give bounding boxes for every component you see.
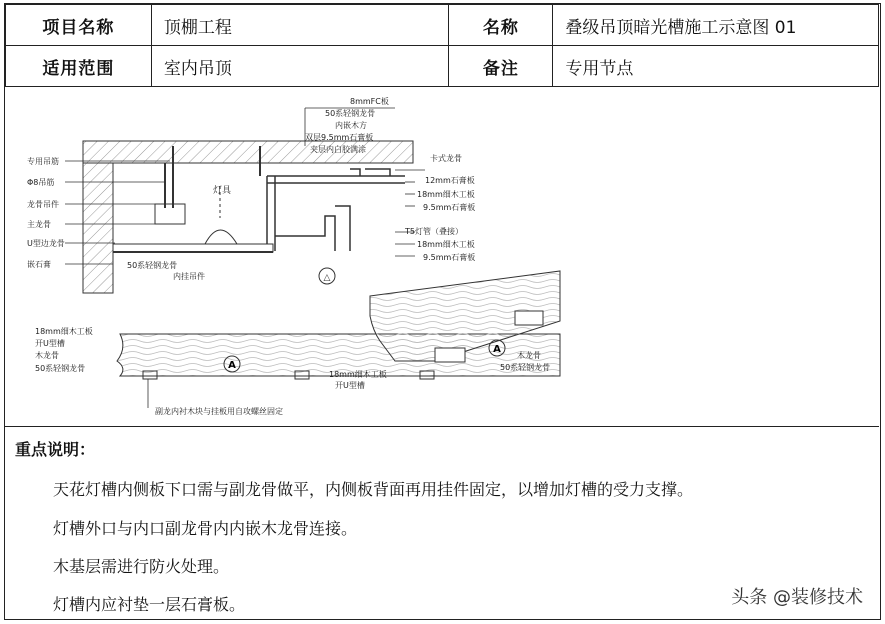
lower-ceiling-board <box>113 244 273 252</box>
keel-hanger <box>155 204 185 224</box>
trough-edge <box>335 206 350 251</box>
svg-text:嵌石膏: 嵌石膏 <box>27 260 51 269</box>
scope-value: 室内吊顶 <box>151 46 449 87</box>
svg-text:9.5mm石膏板: 9.5mm石膏板 <box>423 203 476 212</box>
scope-label: 适用范围 <box>6 46 152 87</box>
svg-text:木龙骨: 木龙骨 <box>35 351 59 360</box>
svg-text:50系轻钢龙骨: 50系轻钢龙骨 <box>35 364 86 373</box>
label-hanger: 内挂吊件 <box>173 272 205 281</box>
note-item-3: 木基层需进行防火处理。 <box>53 557 230 576</box>
svg-text:A: A <box>228 360 236 371</box>
svg-text:18mm细木工板: 18mm细木工板 <box>417 190 475 199</box>
concrete-wall <box>83 163 113 293</box>
label-wood-batten: 内嵌木方 <box>335 121 367 130</box>
svg-text:18mm细木工板: 18mm细木工板 <box>329 370 387 379</box>
label-gypsum-double: 双层9.5mm石膏板 <box>305 133 374 142</box>
remark-value: 专用节点 <box>553 46 879 87</box>
svg-text:主龙骨: 主龙骨 <box>27 220 51 229</box>
svg-text:9.5mm石膏板: 9.5mm石膏板 <box>423 253 476 262</box>
remark-label: 备注 <box>449 46 553 87</box>
svg-text:Φ8吊筋: Φ8吊筋 <box>27 178 55 187</box>
detail-left-labels <box>35 326 93 373</box>
note-item-1: 天花灯槽内侧板下口需与副龙骨做平，内侧板背面再用挂件固定，以增加灯槽的受力支撑。 <box>53 480 694 499</box>
svg-text:T5灯管（叠接）: T5灯管（叠接） <box>405 227 463 236</box>
svg-text:开U型槽: 开U型槽 <box>35 339 65 348</box>
svg-text:开U型槽: 开U型槽 <box>335 381 365 390</box>
svg-text:龙骨吊件: 龙骨吊件 <box>27 200 59 209</box>
label-keel-bottom: 50系轻钢龙骨 <box>127 261 178 270</box>
svg-text:18mm细木工板: 18mm细木工板 <box>417 240 475 249</box>
detail-bottom-note: 副龙内衬木块与挂板用自攻螺丝固定 <box>155 407 283 416</box>
step-board <box>267 176 405 251</box>
ceiling-section-diagram <box>5 86 879 426</box>
document-sheet <box>4 3 881 620</box>
project-name-label: 项目名称 <box>6 5 152 46</box>
project-name-value: 顶棚工程 <box>151 5 449 46</box>
light-trough <box>275 216 335 251</box>
clip-keel <box>350 169 390 176</box>
label-white-glue: 夹层内白胶满涂 <box>310 145 366 154</box>
title-value: 叠级吊顶暗光槽施工示意图 01 <box>553 5 879 46</box>
key-notes <box>5 427 879 619</box>
left-labels <box>27 156 65 269</box>
info-row-1 <box>6 5 879 46</box>
detail-mid-labels <box>329 369 387 390</box>
right-labels <box>404 153 475 262</box>
label-fc-board: 8mmFC板 <box>350 97 389 106</box>
light-fixture <box>205 230 237 244</box>
svg-text:U型边龙骨: U型边龙骨 <box>27 239 65 248</box>
info-table <box>5 4 879 87</box>
note-item-4: 灯槽内应衬垫一层石膏板。 <box>53 595 246 614</box>
svg-text:△: △ <box>323 273 331 283</box>
info-row-2 <box>6 46 879 87</box>
label-light: 灯具 <box>213 186 232 196</box>
watermark: 头条 @装修技术 <box>731 587 863 608</box>
svg-text:卡式龙骨: 卡式龙骨 <box>430 154 462 163</box>
svg-text:12mm石膏板: 12mm石膏板 <box>425 176 475 185</box>
label-keel-50: 50系轻钢龙骨 <box>325 109 376 118</box>
note-item-2: 灯槽外口与内口副龙骨内内嵌木龙骨连接。 <box>53 519 358 538</box>
svg-text:专用吊筋: 专用吊筋 <box>27 157 59 166</box>
notes-title: 重点说明： <box>15 440 96 459</box>
construction-drawing <box>5 86 879 427</box>
svg-text:A: A <box>493 344 501 355</box>
title-label: 名称 <box>449 5 553 46</box>
svg-text:50系轻钢龙骨: 50系轻钢龙骨 <box>500 363 551 372</box>
svg-text:18mm细木工板: 18mm细木工板 <box>35 327 93 336</box>
svg-text:木龙骨: 木龙骨 <box>517 351 541 360</box>
